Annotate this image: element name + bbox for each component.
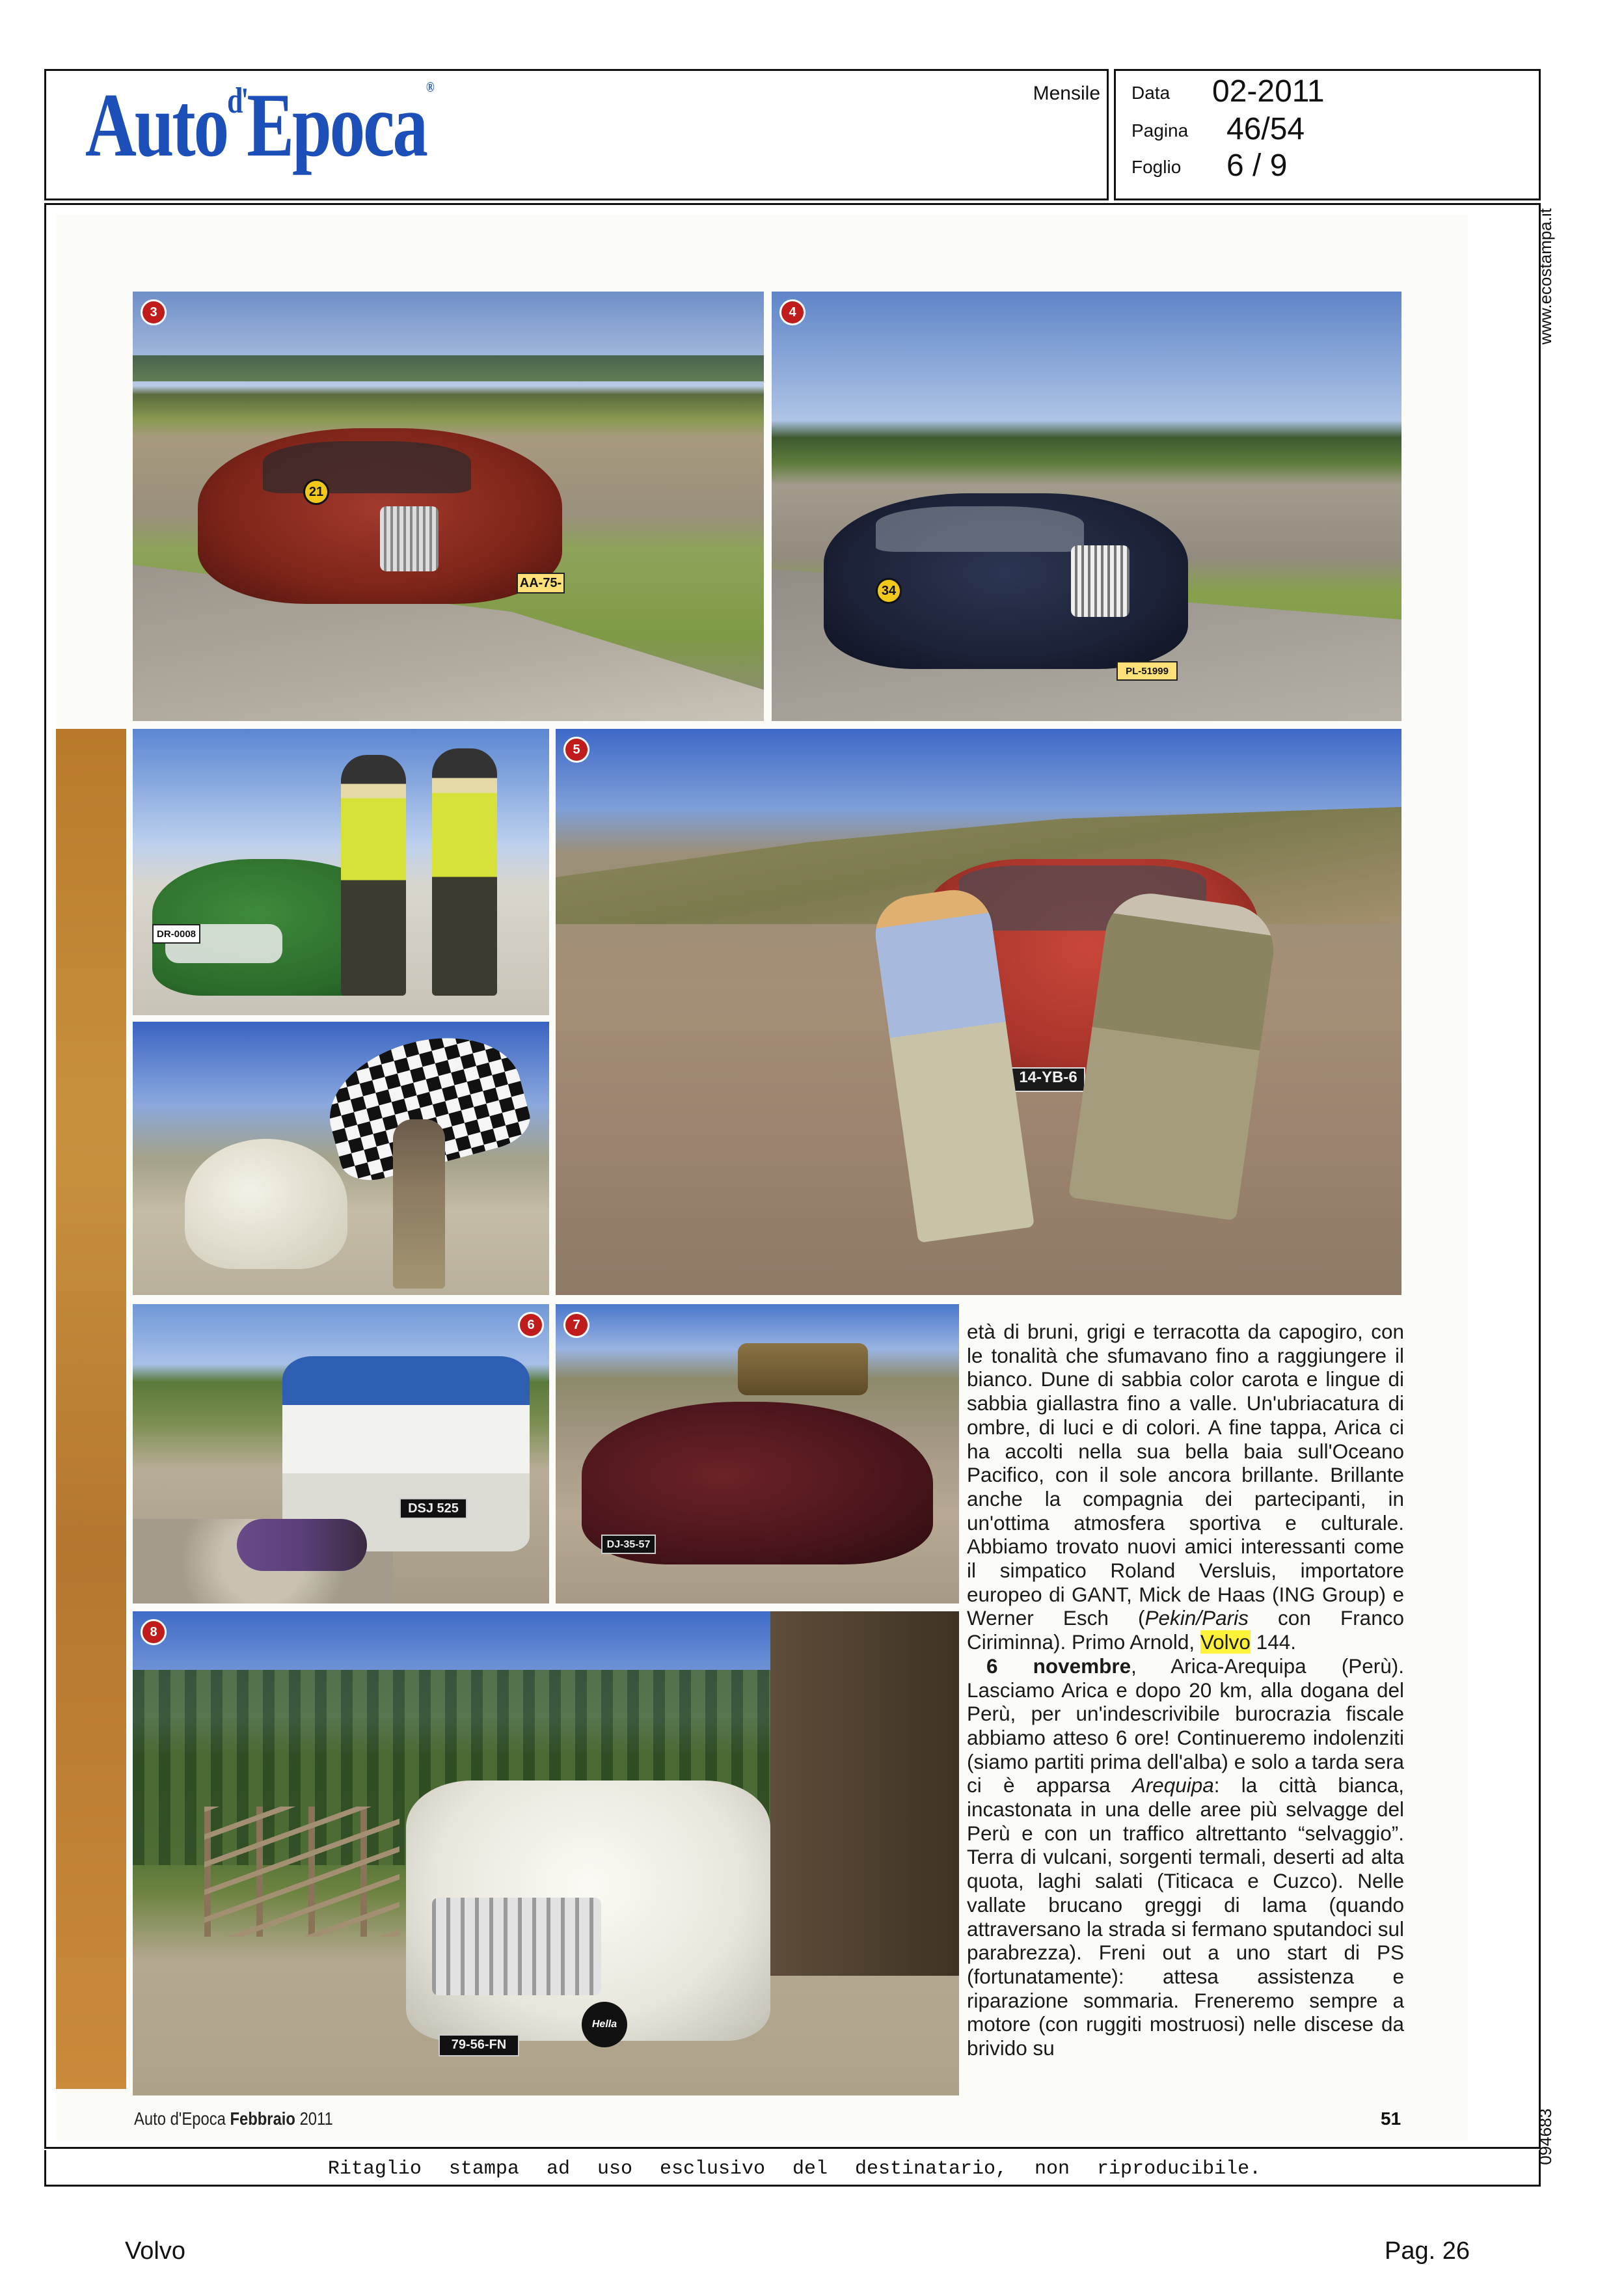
plate-6: DSJ 525 bbox=[399, 1498, 467, 1519]
magazine-page-number: 51 bbox=[1381, 2108, 1401, 2129]
date-label: Data bbox=[1131, 83, 1171, 103]
article-text bbox=[967, 1320, 1404, 2060]
photo-6-volvo-144 bbox=[133, 1304, 549, 1603]
rally-badge-4: 34 bbox=[876, 578, 902, 604]
sheet-label: Foglio bbox=[1131, 157, 1182, 177]
highlighted-keyword: Volvo bbox=[1200, 1630, 1251, 1654]
police-plate: DR-0008 bbox=[152, 924, 200, 944]
sheet-value: 6 / 9 bbox=[1226, 148, 1288, 183]
photo-number-3: 3 bbox=[141, 299, 167, 325]
photo-police-officers bbox=[133, 729, 549, 1015]
car-grille bbox=[380, 506, 439, 571]
mechanic-under-car bbox=[237, 1519, 367, 1571]
page-value: 46/54 bbox=[1226, 112, 1305, 146]
magazine-folio: Auto d'Epoca Febbraio 2011 bbox=[134, 2108, 333, 2129]
photo-4-dark-sedan bbox=[772, 292, 1401, 721]
plate-7: DJ-35-57 bbox=[601, 1535, 656, 1554]
roof-luggage bbox=[738, 1343, 868, 1395]
metadata-box bbox=[1114, 69, 1541, 200]
bull-bar bbox=[432, 1898, 601, 1995]
treeline bbox=[133, 355, 764, 381]
footer-page: Pag. 26 bbox=[1385, 2237, 1470, 2265]
person-standing bbox=[393, 1119, 445, 1289]
masthead-box bbox=[44, 69, 1109, 200]
plate-3: AA-75- bbox=[517, 573, 565, 594]
frequency-label: Mensile bbox=[1033, 83, 1100, 104]
car-windows bbox=[876, 506, 1084, 552]
photo-number-7: 7 bbox=[563, 1312, 589, 1338]
barn-wall bbox=[770, 1611, 959, 1976]
date-value: 02-2011 bbox=[1212, 74, 1325, 109]
magazine-logo: Auto$^{d'}$Epoca® bbox=[85, 75, 433, 176]
side-color-strip bbox=[56, 729, 126, 2089]
hella-lamp: Hella bbox=[582, 2002, 627, 2047]
clipping-notice: Ritaglio stampa ad uso esclusivo del destinatario, non riproducibile. bbox=[327, 2158, 1262, 2180]
page-label: Pagina bbox=[1131, 120, 1189, 141]
car-grille bbox=[1071, 545, 1130, 617]
rally-badge-3: 21 bbox=[303, 479, 329, 505]
clipping-notice-box bbox=[44, 2150, 1541, 2187]
photo-8-white-volvo bbox=[133, 1611, 959, 2095]
website-label: www.ecostampa.it bbox=[1536, 208, 1555, 345]
wooden-gate bbox=[204, 1807, 399, 1937]
plate-8: 79-56-FN bbox=[439, 2034, 519, 2056]
car-windows bbox=[263, 441, 471, 493]
photo-number-6: 6 bbox=[518, 1312, 544, 1338]
footer-keyword: Volvo bbox=[125, 2237, 185, 2265]
photo-number-5: 5 bbox=[563, 737, 589, 763]
plate-4: PL-51999 bbox=[1116, 661, 1178, 681]
photo-number-8: 8 bbox=[141, 1619, 167, 1645]
officer-left bbox=[341, 755, 406, 996]
officer-right bbox=[432, 748, 497, 996]
photo-5-pushing-car bbox=[556, 729, 1401, 1295]
photo-number-4: 4 bbox=[779, 299, 805, 325]
photo-checkered-flag bbox=[133, 1022, 549, 1295]
paragraph-1: età di bruni, grigi e terracotta da capogiro, con le tonalità che sfumavano fino a raggiungere il bianco. Dune di sabbia color carota e lingue di sabbia giallastra fino a valle. Un'ubriacatura di ombre, di luci e di colori. A fine tappa, Arica ci ha accolti nella sua bella baia sull'Oceano Pacifico, con il sole ancora brillante. Brillante anche la compagnia dei partecipanti, in un'ottima atmosfera sportiva e culturale. Abbiamo trovato nuovi amici interessanti come il simpatico Roland Versluis, importatore europeo di GANT, Mick de Haas (ING Group) e Werner Esch (Pekin/Paris con Franco Ciriminna). Primo Arnold, Volvo 144. bbox=[967, 1320, 1404, 1654]
white-car bbox=[185, 1139, 347, 1269]
photo-3-red-sedan bbox=[133, 292, 764, 721]
plate-5: 14-YB-6 bbox=[1011, 1067, 1085, 1092]
photo-7-jaguar-xk bbox=[556, 1304, 959, 1603]
clipping-code: 094683 bbox=[1536, 2108, 1555, 2165]
paragraph-2: 6 novembre, Arica-Arequipa (Perù). Lasciamo Arica e dopo 20 km, alla dogana del Perù, per un'indescrivibile burocrazia fiscale abbiamo atteso 6 ore! Continueremo indolenziti (siamo partiti prima dell'alba) e solo a tarda sera ci è apparsa Arequipa: la città bianca, incastonata in una delle aree più selvagge del Perù e con un traffico altrettanto “selvaggio”. Terra di vulcani, sorgenti termali, deserti ad alta quota, laghi salati (Titicaca e Cuzco). Nelle vallate brucano greggi di lama (quando attraversano la strada si fermano sputandoci sul parabrezza). Freni out a uno start di PS (fortunatamente): attesa assistenza e riparazione sommaria. Freneremo sempre a motore (con ruggiti mostruosi) nelle discese da brivido su bbox=[967, 1654, 1405, 2060]
